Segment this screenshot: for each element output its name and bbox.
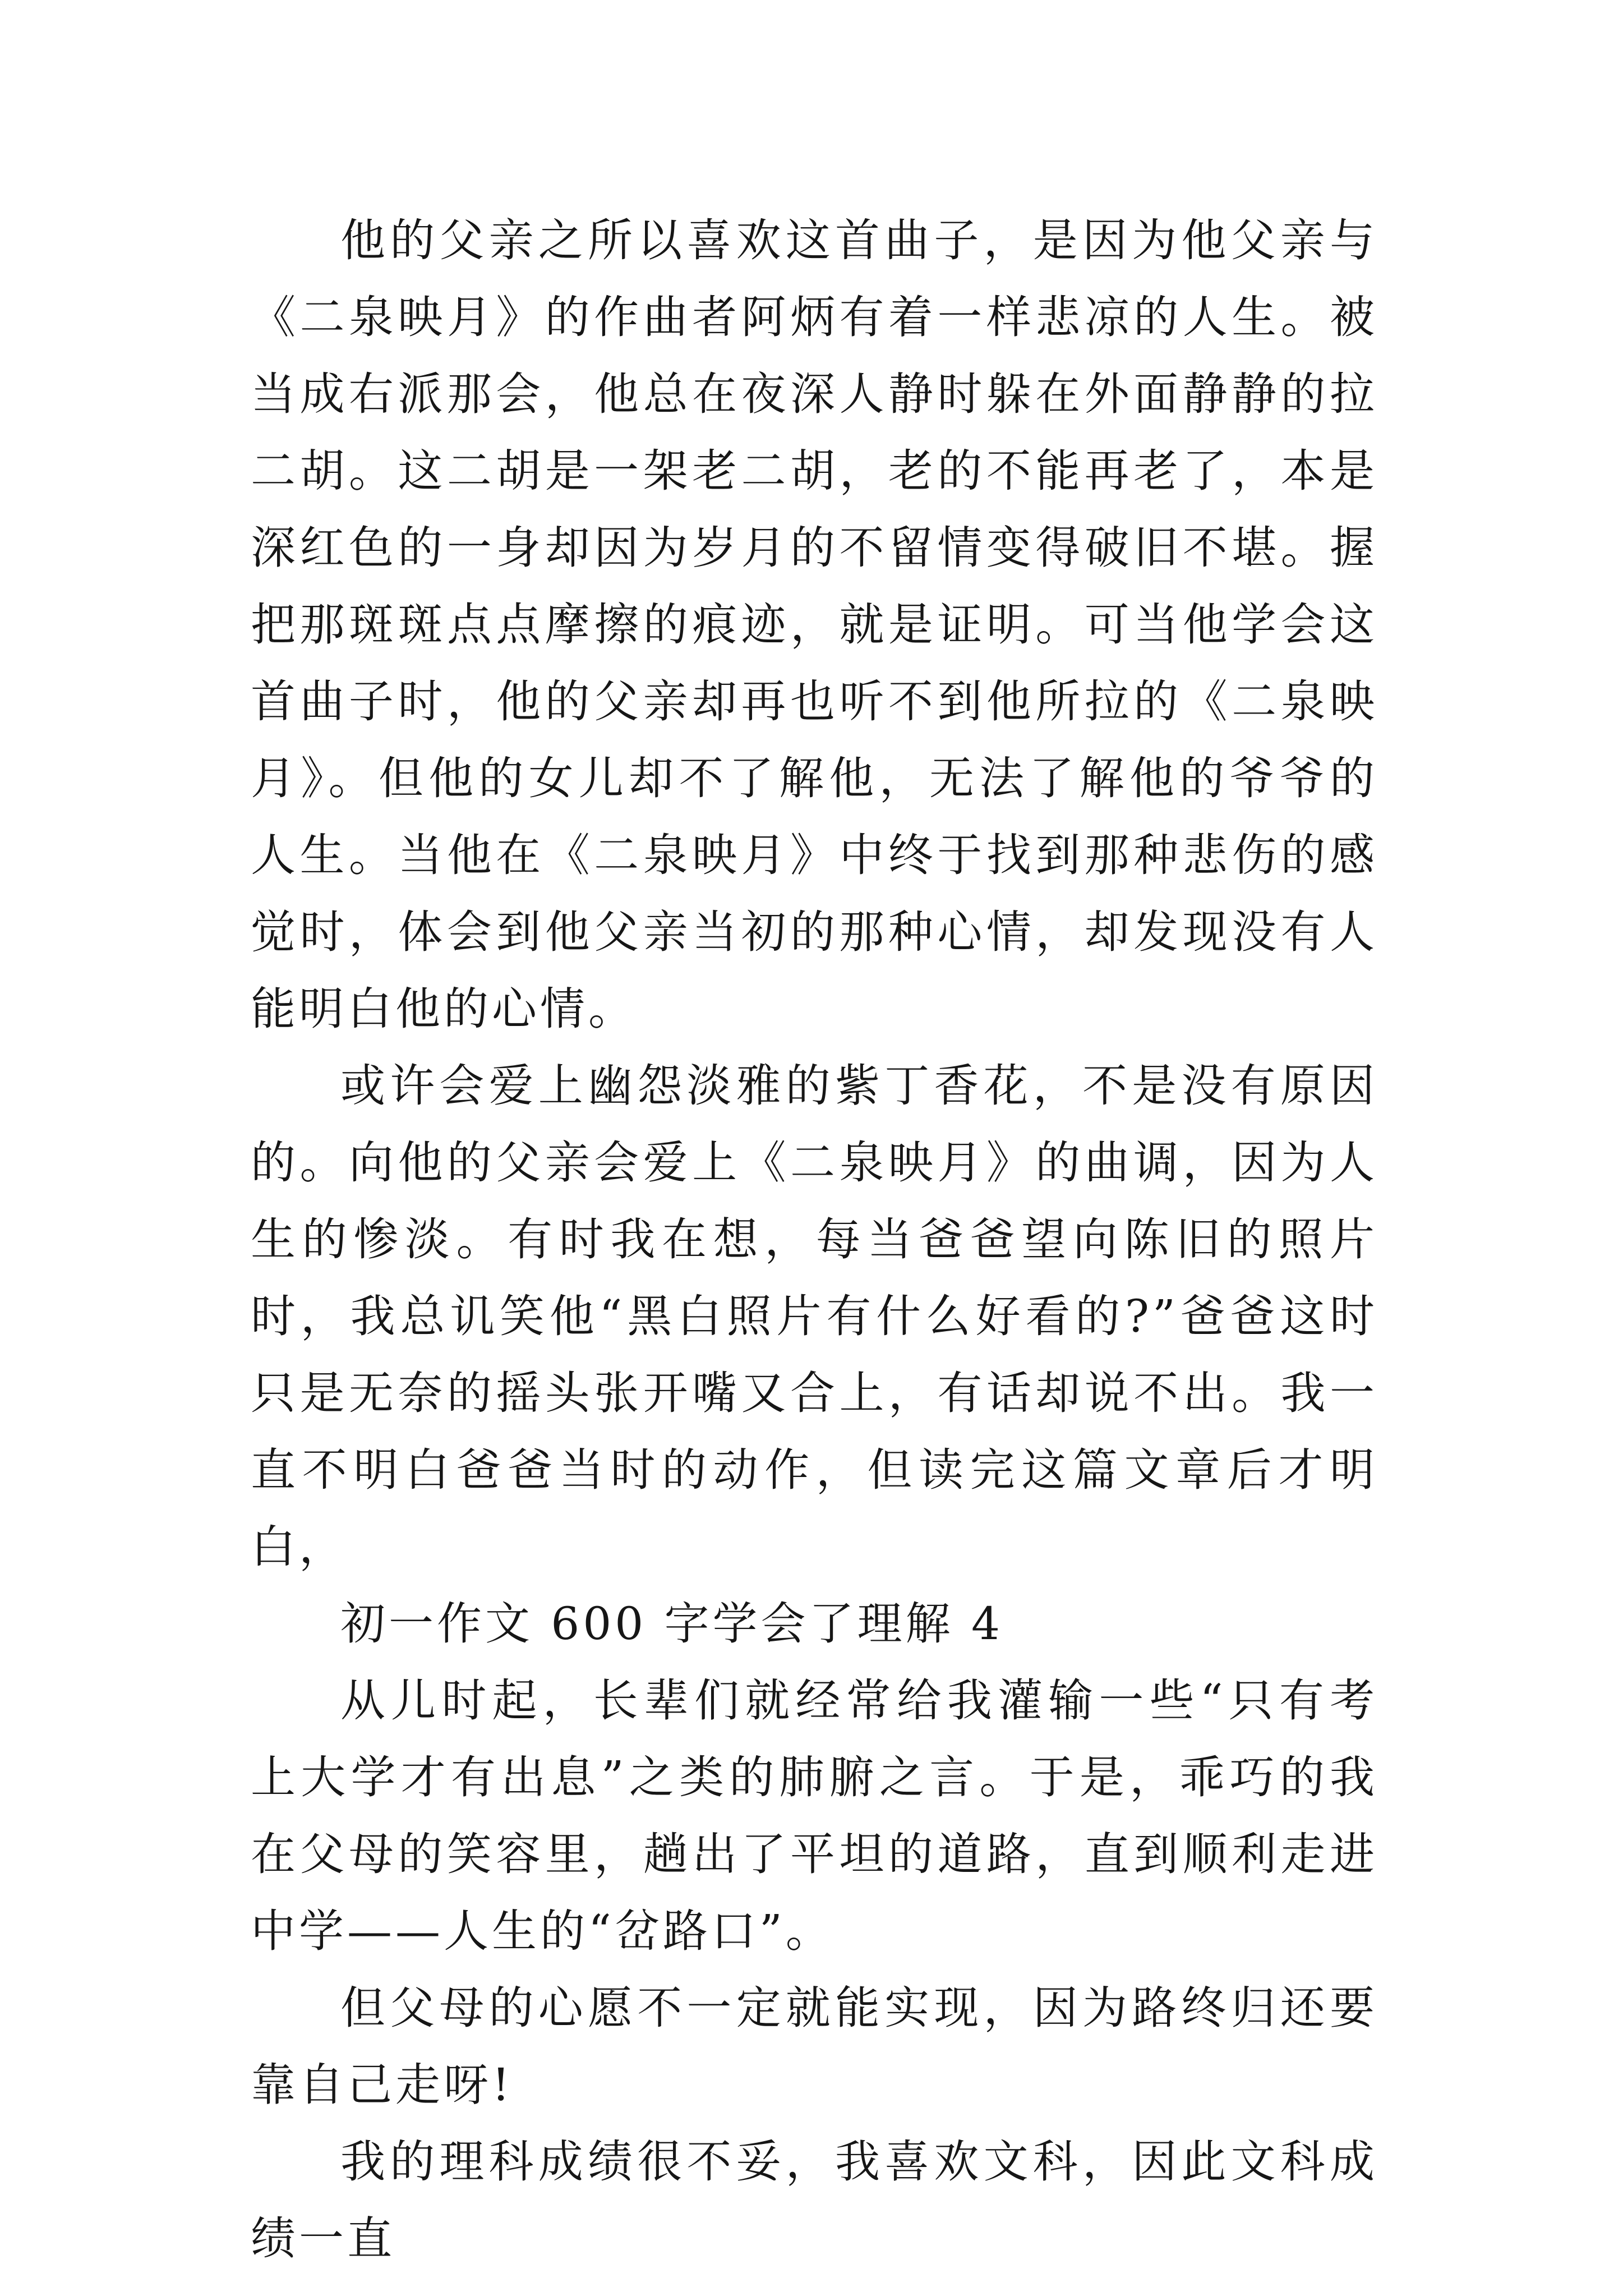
paragraph-father-erquan: 他的父亲之所以喜欢这首曲子，是因为他父亲与《二泉映月》的作曲者阿炳有着一样悲凉的人生。被当成右派那会，他总在夜深人静时躲在外面静静的拉二胡。这二胡是一架老二胡，老的不能再老了，本是深红色的一身却因为岁月的不留情变得破旧不堪。握把那斑斑点点摩擦的痕迹，就是证明。可当他学会这首曲子时，他的父亲却再也听不到他所拉的《二泉映月》。但他的女儿却不了解他，无法了解他的爷爷的人生。当他在《二泉映月》中终于找到那种悲伤的感觉时，体会到他父亲当初的那种心情，却发现没有人能明白他的心情。	[251, 214, 1378, 1035]
paragraph-parents-wish: 但父母的心愿不一定就能实现，因为路终归还要靠自己走呀!	[251, 1982, 1378, 2111]
paragraph-childhood: 从儿时起，长辈们就经常给我灌输一些“只有考上大学才有出息”之类的肺腑之言。于是，乖巧的我在父母的笑容里，趟出了平坦的道路，直到顺利走进中学——人生的“岔路口”。	[251, 1674, 1378, 1957]
document-body	[251, 202, 1378, 2277]
paragraph-grades: 我的理科成绩很不妥，我喜欢文科，因此文科成绩一直	[251, 2136, 1378, 2265]
essay-title: 初一作文 600 字学会了理解 4	[340, 1598, 1003, 1650]
paragraph-lilac: 或许会爱上幽怨淡雅的紫丁香花，不是没有原因的。向他的父亲会爱上《二泉映月》的曲调，因为人生的惨淡。有时我在想，每当爸爸望向陈旧的照片时，我总讥笑他“黑白照片有什么好看的?”爸爸这时只是无奈的摇头张开嘴又合上，有话却说不出。我一直不明白爸爸当时的动作，但读完这篇文章后才明白，	[251, 1060, 1378, 1573]
